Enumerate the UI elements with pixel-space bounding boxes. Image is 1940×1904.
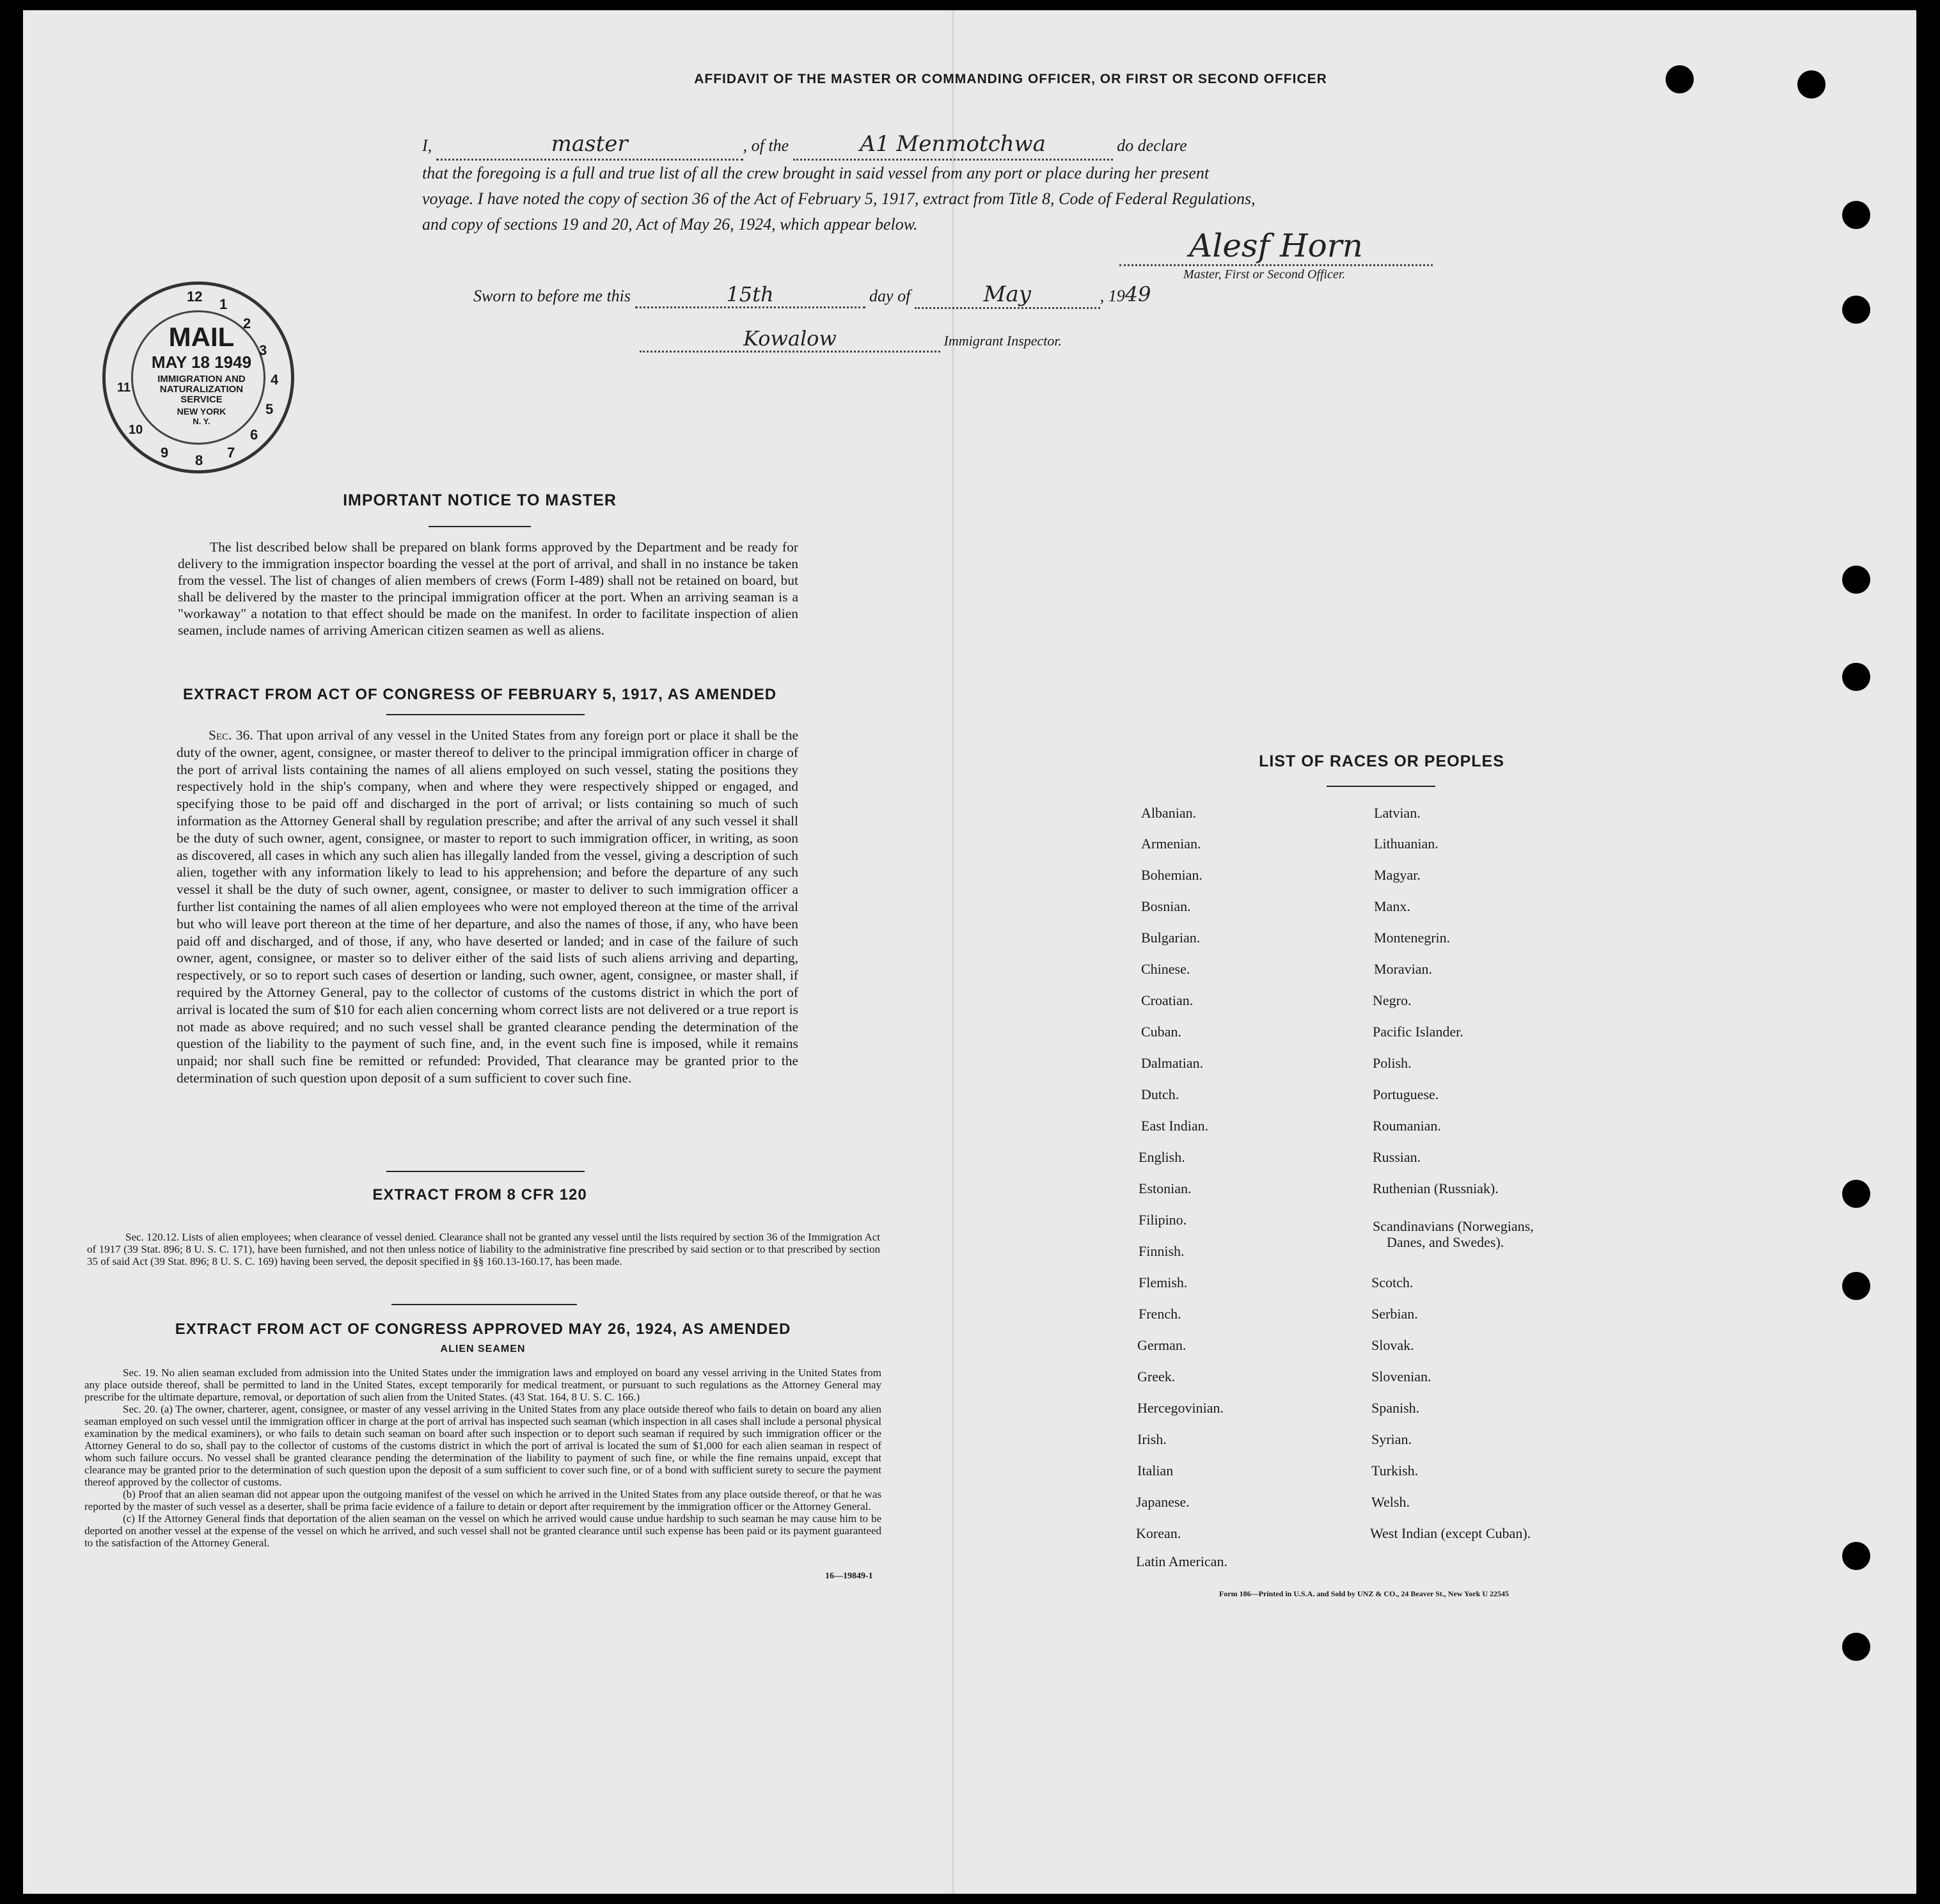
race-item: Dutch. xyxy=(1141,1086,1179,1102)
binder-hole xyxy=(1666,65,1694,93)
binder-hole xyxy=(1842,1542,1870,1570)
vessel-field xyxy=(793,131,1113,161)
race-item: Bosnian. xyxy=(1141,898,1191,914)
affidavit-line4: and copy of sections 19 and 20, Act of May 26, 1924, which appear below. xyxy=(422,215,918,234)
race-item: German. xyxy=(1137,1337,1187,1353)
binder-hole xyxy=(1842,663,1870,691)
declare-label: do declare xyxy=(1117,136,1187,155)
stamp-dial-number: 1 xyxy=(219,296,228,312)
stamp-dial-number: 9 xyxy=(161,445,169,461)
race-item: Korean. xyxy=(1136,1525,1181,1541)
inspector-caption: Immigrant Inspector. xyxy=(943,333,1062,349)
race-item: Albanian. xyxy=(1141,805,1197,821)
stamp-dial-number: 2 xyxy=(243,315,251,331)
race-item: English. xyxy=(1139,1149,1185,1165)
month-field xyxy=(915,282,1100,309)
race-item: Scandinavians (Norwegians, xyxy=(1373,1218,1534,1234)
race-item: Russian. xyxy=(1373,1149,1421,1165)
divider xyxy=(1327,786,1435,787)
affidavit-line1 xyxy=(422,131,1471,161)
race-item: Croatian. xyxy=(1141,992,1194,1008)
race-item: Irish. xyxy=(1137,1431,1167,1447)
sec-20a-text: Sec. 20. (a) The owner, charterer, agent, consignee, or master of any vessel arriving in the United States from any place outside thereof who fails to detain on board any alien seaman employed on such vessel until the immigration officer in charge at the port of arrival has inspected such seaman (which inspection in all cases shall include a personal physical examination by the medical examiners), or who fails to detain such seaman on board after such inspection or to deport such seaman if required by such immigration officer or the Attorney General to do so, shall pay to the collector of customs of the customs district in which the port of arrival is located the sum of $1,000 for each alien seaman in respect of whom such failure occurs. No vessel shall be granted clearance pending the determination of the liability to payment of such fine, or while the fine remains unpaid, except that clearance may be granted prior to the determination of such question upon the deposit of a sum sufficient to cover such fine, or of a bond with sufficient surety to secure the payment thereof approved by the collector of customs. xyxy=(84,1403,881,1488)
race-item: Montenegrin. xyxy=(1374,930,1451,946)
race-item: Pacific Islander. xyxy=(1373,1024,1463,1040)
race-item: Bulgarian. xyxy=(1141,930,1201,946)
stamp-dial-number: 12 xyxy=(187,289,203,305)
race-item: Slovak. xyxy=(1371,1337,1414,1353)
stamp-dial-number: 5 xyxy=(265,401,274,417)
race-item: Italian xyxy=(1137,1463,1174,1479)
race-item: East Indian. xyxy=(1141,1118,1209,1134)
binder-hole xyxy=(1842,201,1870,229)
signature-field xyxy=(1119,227,1433,266)
stamp-dial-number: 8 xyxy=(195,452,203,468)
race-item: Scotch. xyxy=(1371,1274,1414,1290)
binder-hole xyxy=(1797,70,1826,99)
race-item: Polish. xyxy=(1373,1055,1412,1071)
sworn-label: Sworn to before me this xyxy=(473,287,631,305)
sec-20c-text: (c) If the Attorney General finds that deportation of the alien seaman on the vessel on which he arrived would cause undue hardship to such seaman he may cause him to be deported on another vessel at the expense of the vessel on which he arrived, and such vessel shall not be granted clearance until such expense has been paid or its payment guaranteed to the satisfaction of the Attorney General. xyxy=(84,1512,881,1549)
stamp-dial-number: 10 xyxy=(129,423,143,437)
stamp-dial-number: 6 xyxy=(250,427,258,443)
race-item: Welsh. xyxy=(1371,1494,1410,1510)
of-the-label: , of the xyxy=(743,136,789,155)
race-item: Serbian. xyxy=(1371,1306,1418,1322)
extract-cfr-text: Sec. 120.12. Lists of alien employees; when clearance of vessel denied. Clearance shall not be granted any vessel until the lists required by section 36 of the Immigration Act of 1917 (39 Stat. 896; 8 U. S. C. 171), have been furnished, and not then unless notice of liability to the administrative fine prescribed by said section or to that prescribed by section 35 of said Act (39 Stat. 896; 8 U. S. C. 169) having been served, the deposit specified in §§ 160.13-160.17, has been made. xyxy=(87,1231,880,1267)
race-item: Armenian. xyxy=(1141,836,1201,852)
divider xyxy=(429,526,531,527)
sec-20b-text: (b) Proof that an alien seaman did not appear upon the outgoing manifest of the vessel on which he arrived in the United States from any place outside thereof, or that he was reported by the master of such vessel as a deserter, shall be prima facie evidence of a failure to detain or deport after requirement by the immigration officer or the Attorney General. xyxy=(84,1488,881,1512)
year-handwritten: 49 xyxy=(1124,282,1151,306)
race-item: Negro. xyxy=(1373,992,1412,1008)
race-item: Danes, and Swedes). xyxy=(1387,1234,1504,1250)
sworn-line xyxy=(473,282,1151,309)
races-title: LIST OF RACES OR PEOPLES xyxy=(1259,752,1504,770)
race-item: West Indian (except Cuban). xyxy=(1370,1525,1531,1541)
race-item: Manx. xyxy=(1374,898,1410,914)
inspector-field xyxy=(640,326,940,353)
notice-title: IMPORTANT NOTICE TO MASTER xyxy=(343,491,617,509)
i-label: I, xyxy=(422,136,432,155)
sec-36-label: Sec. 36. xyxy=(209,727,253,743)
sec-36-text: That upon arrival of any vessel in the United States from any foreign port or place it shall be the duty of the owner, agent, consignee, or master thereof to deliver to the principal immigration officer in charge of the port of arrival lists containing the names of all aliens employed on such vessel, stating the positions they respectively hold in the ship's company, when and where they were respectively shipped or engaged, and specifying those to be paid off and discharged in the port of arrival; or lists containing so much of such information as the Attorney General shall by regulation prescribe; and after the arrival of any such vessel it shall be the duty of such owner, agent, consignee, or master to report to such immigration officer, in writing, as soon as discovered, all cases in which any such alien has illegally landed from the vessel, giving a description of such alien, together with any information likely to lead to his apprehension; and before the departure of any such vessel it shall be the duty of such owner, agent, consignee, or master to deliver to such immigration officer a further list containing the names of all alien employees who were not employed thereon at the time of the arrival but who will leave port thereon at the time of her departure, and also the names of those, if any, who have been paid off and discharged, and of those, if any, who have deserted or landed; and in case of the failure of such owner, agent, consignee, or master so to deliver either of the said lists of such aliens arriving and departing, respectively, or so to report such cases of desertion or landing, such owner, agent, consignee, or master shall, if required by the Attorney General, pay to the collector of customs of the customs district in which the port of arrival is located the sum of $10 for each alien concerning whom correct lists are not delivered or a true report is not made as above required; and no such vessel shall be granted clearance pending the determination of the question of the liability to the payment of such fine, and, in the event such fine is imposed, while it remains unpaid; nor shall such fine be remitted or refunded: Provided, That clearance may be granted prior to the determination of such question upon deposit of a sum sufficient to cover such fine. xyxy=(177,727,798,1086)
affidavit-body xyxy=(422,131,1471,237)
race-item: Estonian. xyxy=(1139,1180,1192,1196)
form-code: 16—19849-1 xyxy=(825,1571,873,1581)
race-item: Filipino. xyxy=(1139,1212,1187,1228)
race-item: Flemish. xyxy=(1139,1274,1188,1290)
race-item: Latin American. xyxy=(1136,1553,1227,1569)
notice-text: The list described below shall be prepared on blank forms approved by the Department and be ready for delivery to the immigration inspector boarding the vessel at the port of arrival, and shall in no instance be taken from the vessel. The list of changes of alien members of crews (Form I-489) shall not be retained on board, but shall be delivered by the master to the principal immigration officer at the port. When an arriving seaman is a "workaway" a notation to that effect should be made on the manifest. In order to facilitate inspection of alien seamen, include names of arriving American citizen seamen as well as aliens. xyxy=(178,539,798,638)
officer-handwritten: master xyxy=(551,131,628,157)
race-item: Dalmatian. xyxy=(1141,1055,1204,1071)
binder-hole xyxy=(1842,296,1870,324)
race-item: French. xyxy=(1139,1306,1181,1322)
race-item: Latvian. xyxy=(1374,805,1421,821)
sec-19-text: Sec. 19. No alien seaman excluded from admission into the United States under the immigration laws and employed on board any vessel arriving in the United States from any place outside thereof, shall be permitted to land in the United States, except temporarily for medical treatment, or pursuant to such regulations as the Attorney General may prescribe for the ultimate departure, removal, or deportation of such alien from the United States. (43 Stat. 164, 8 U. S. C. 166.) xyxy=(84,1367,881,1403)
race-item: Spanish. xyxy=(1371,1400,1420,1416)
year-prefix: , 19 xyxy=(1100,287,1125,305)
extract-1917-text xyxy=(177,727,798,1087)
divider xyxy=(386,1171,585,1172)
race-item: Finnish. xyxy=(1139,1243,1185,1259)
race-item: Greek. xyxy=(1137,1368,1176,1384)
race-item: Cuban. xyxy=(1141,1024,1181,1040)
officer-field xyxy=(436,131,743,161)
race-item: Lithuanian. xyxy=(1374,836,1439,852)
divider xyxy=(391,1304,577,1305)
day-field xyxy=(635,282,865,308)
stamp-city: NEW YORK xyxy=(177,406,226,416)
stamp-dial-number: 11 xyxy=(117,381,131,395)
race-item: Japanese. xyxy=(1136,1494,1190,1510)
race-item: Chinese. xyxy=(1141,961,1190,977)
extract-1924-subtitle: ALIEN SEAMEN xyxy=(440,1344,526,1354)
race-item: Hercegovinian. xyxy=(1137,1400,1224,1416)
divider xyxy=(386,714,585,715)
race-item: Moravian. xyxy=(1374,961,1433,977)
signature-handwritten: Alesf Horn xyxy=(1189,227,1363,264)
affidavit-line3: voyage. I have noted the copy of section 36 of the Act of February 5, 1917, extract from Title 8, Code of Federal Regulations, xyxy=(422,189,1256,208)
stamp-agency: IMMIGRATION AND NATURALIZATION SERVICE xyxy=(157,374,246,405)
race-item: Syrian. xyxy=(1371,1431,1412,1447)
stamp-state: N. Y. xyxy=(193,416,210,426)
extract-1917-title: EXTRACT FROM ACT OF CONGRESS OF FEBRUARY 5, 1917, AS AMENDED xyxy=(182,686,777,703)
stamp-dial-number: 3 xyxy=(259,342,267,358)
binder-hole xyxy=(1842,1180,1870,1208)
signature-caption: Master, First or Second Officer. xyxy=(1183,267,1346,282)
race-item: Ruthenian (Russniak). xyxy=(1373,1180,1499,1196)
stamp-dial-number: 7 xyxy=(227,445,235,461)
binder-hole xyxy=(1842,566,1870,594)
stamp-dial-number: 4 xyxy=(271,372,279,388)
extract-cfr-title: EXTRACT FROM 8 CFR 120 xyxy=(372,1186,587,1203)
extract-1924-title: EXTRACT FROM ACT OF CONGRESS APPROVED MAY 26, 1924, AS AMENDED xyxy=(175,1321,791,1338)
race-item: Turkish. xyxy=(1371,1463,1419,1479)
month-handwritten: May xyxy=(983,282,1031,307)
vessel-handwritten: A1 Menmotchwa xyxy=(860,131,1046,157)
binder-hole xyxy=(1842,1272,1870,1300)
stamp-mail: MAIL xyxy=(168,322,235,352)
inspector-line xyxy=(640,326,1062,353)
day-handwritten: 15th xyxy=(726,282,774,306)
race-item: Bohemian. xyxy=(1141,867,1203,883)
race-item: Portuguese. xyxy=(1373,1086,1439,1102)
mail-stamp xyxy=(102,282,294,473)
extract-1924-text xyxy=(84,1367,881,1549)
day-of-label: day of xyxy=(869,287,911,305)
stamp-date: MAY 18 1949 xyxy=(151,353,252,372)
inspector-handwritten: Kowalow xyxy=(743,326,837,351)
binder-hole xyxy=(1842,1633,1870,1661)
race-item: Roumanian. xyxy=(1373,1118,1441,1134)
printer-footer: Form 186—Printed in U.S.A. and Sold by UNZ & CO., 24 Beaver St., New York U 22545 xyxy=(1219,1589,1510,1598)
affidavit-line2: that the foregoing is a full and true list of all the crew brought in said vessel from any port or place during her present xyxy=(422,164,1210,182)
race-item: Magyar. xyxy=(1374,867,1421,883)
affidavit-title: AFFIDAVIT OF THE MASTER OR COMMANDING OFFICER, OR FIRST OR SECOND OFFICER xyxy=(694,72,1327,86)
race-item: Slovenian. xyxy=(1371,1368,1431,1384)
